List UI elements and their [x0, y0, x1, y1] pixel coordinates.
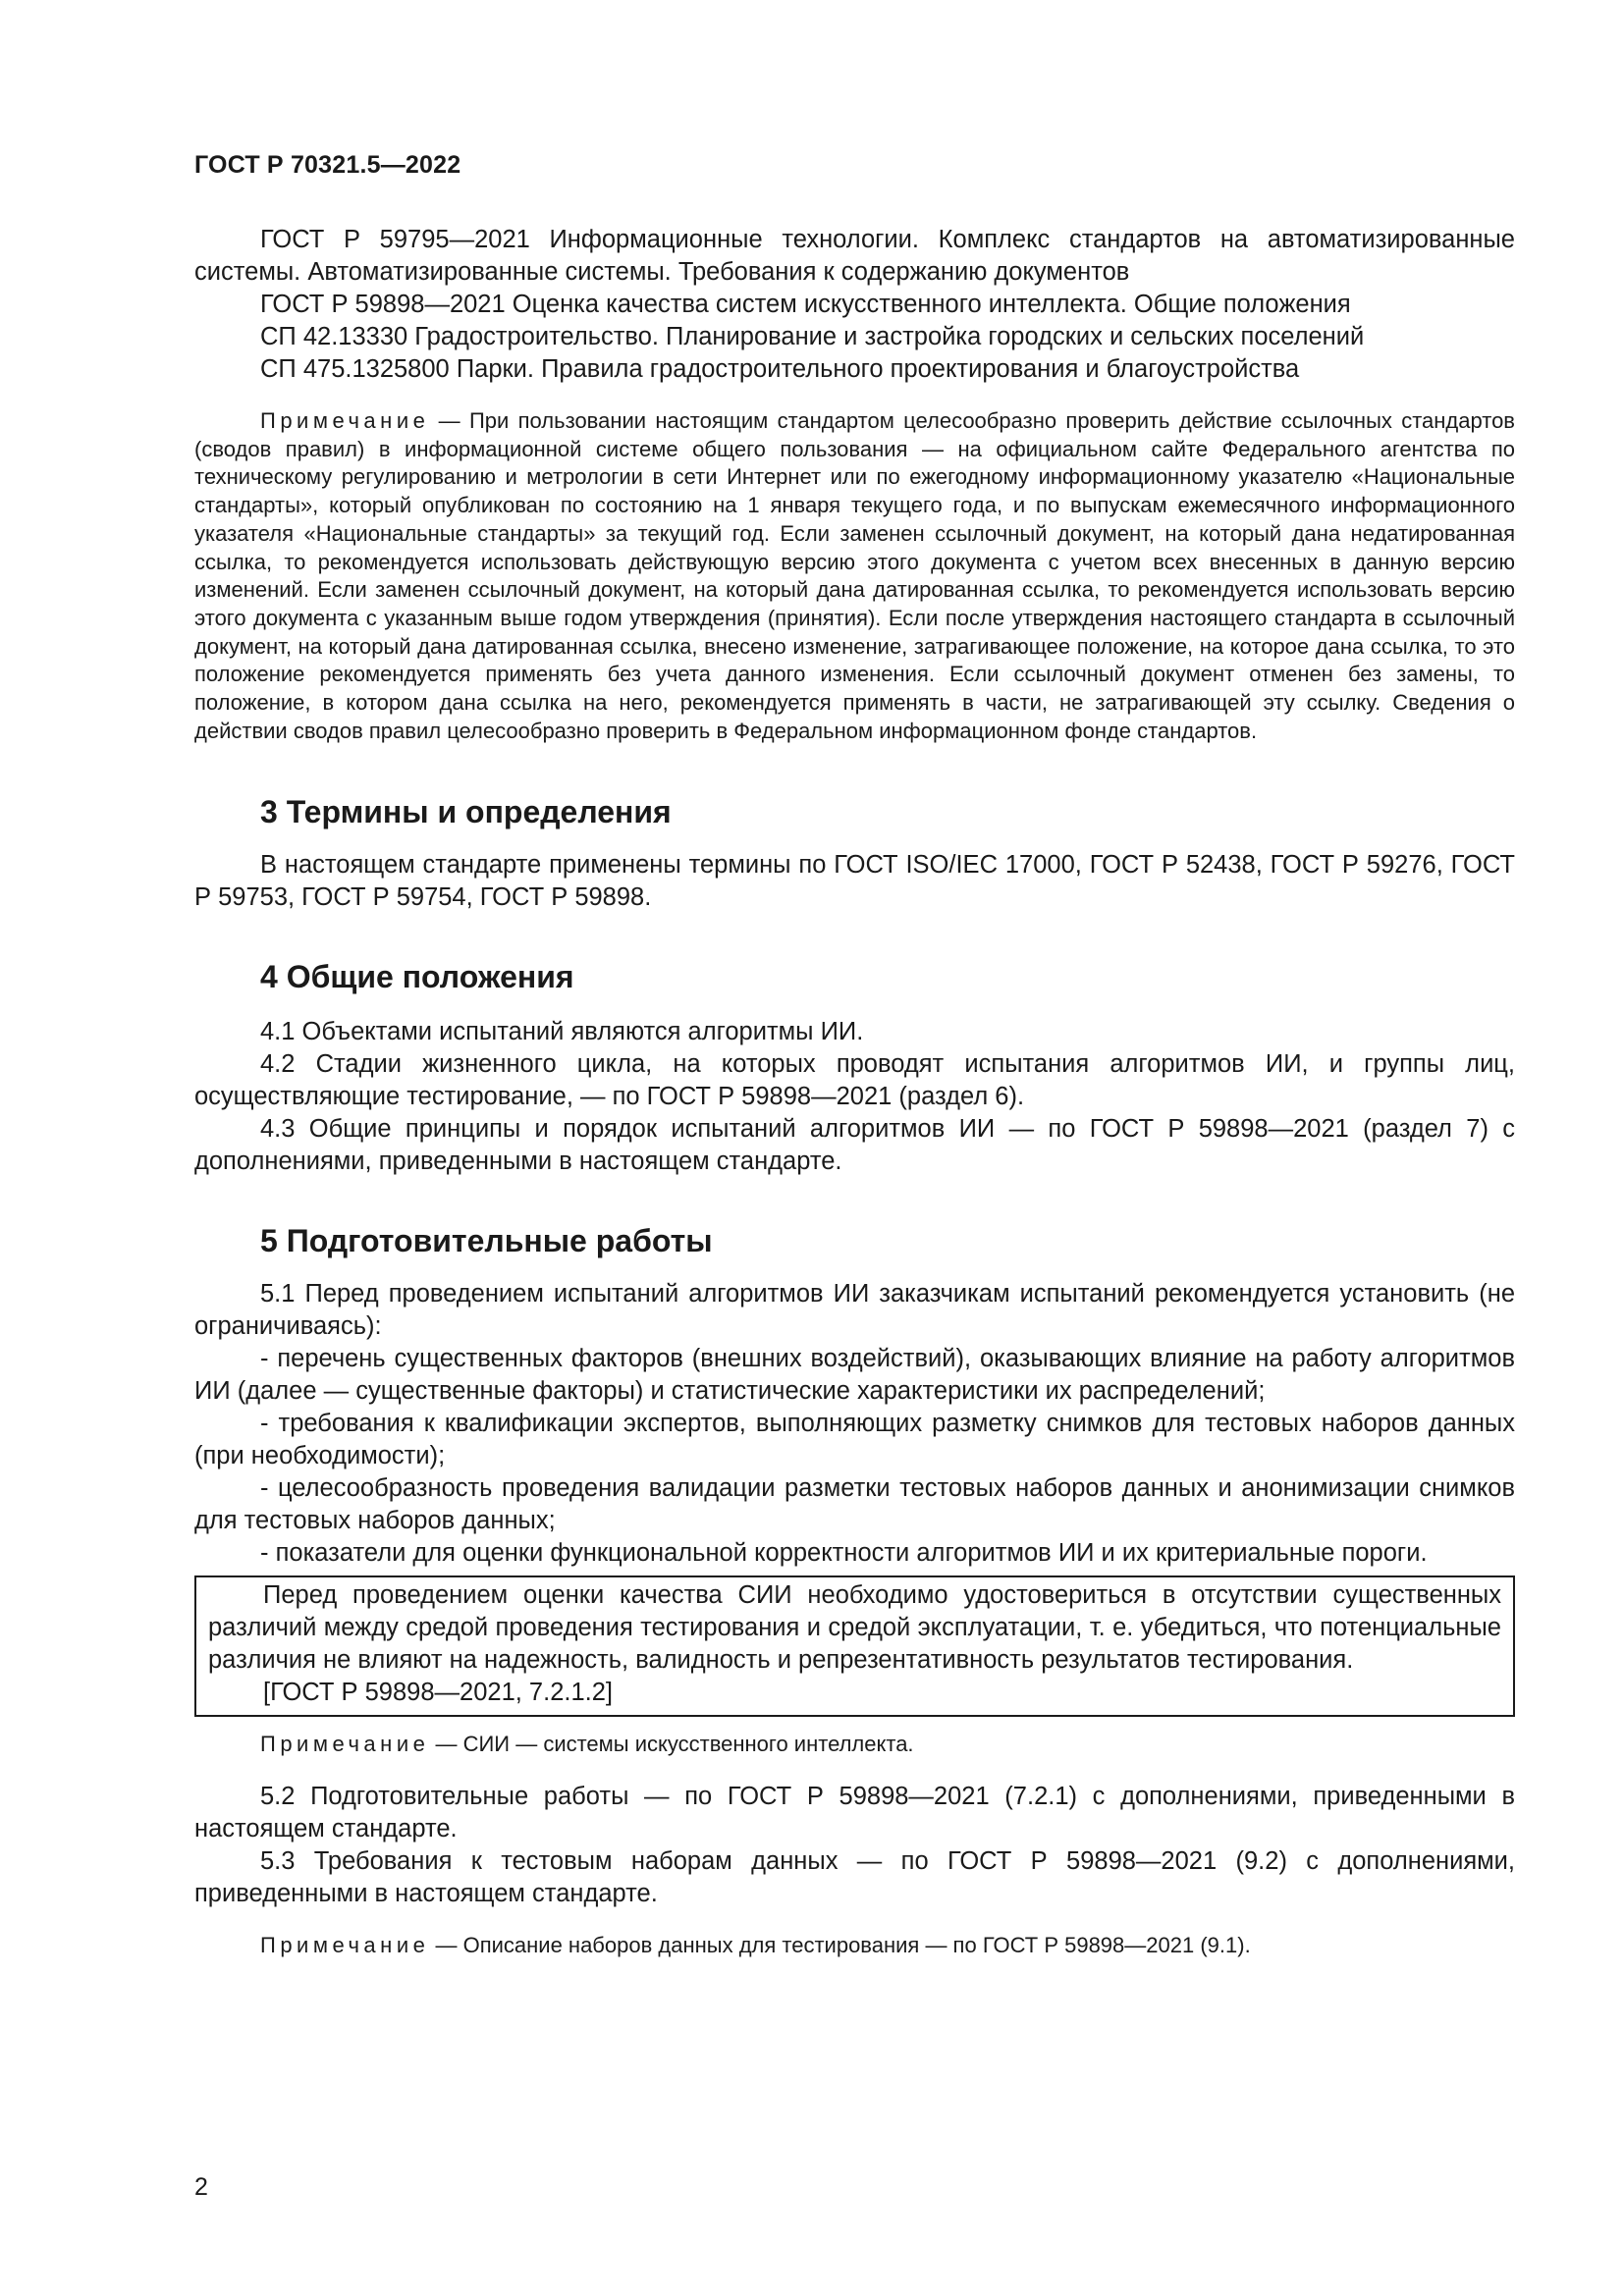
clause-4-2: 4.2 Стадии жизненного цикла, на которых проводят испытания алгоритмов ИИ, и группы лиц, осуществляющие тестирование, — по ГОСТ Р 59898—2021 (раздел 6).	[194, 1050, 1515, 1111]
note-label: Примечание	[260, 408, 430, 433]
note-label: Примечание	[260, 1732, 430, 1757]
note-text: — СИИ — системы искусственного интеллекта.	[435, 1732, 914, 1757]
clause-4-1: 4.1 Объектами испытаний являются алгоритмы ИИ.	[260, 1018, 864, 1046]
note-text: — При пользовании настоящим стандартом целесообразно проверить действие ссылочных стандартов (сводов правил) в информационной системе общего пользования — на официальном сайте Федерального агентства по техническому регулированию и метрологии в сети Интернет или по ежегодному информационному указателю «Национальные стандарты», который опубликован по состоянию на 1 января текущего года, и по выпускам ежемесячного информационного указателя «Национальные стандарты» за текущий год. Если заменен ссылочный документ, на который дана недатированная ссылка, то рекомендуется использовать действующую версию этого документа с учетом всех внесенных в данную версию изменений. Если заменен ссылочный документ, на который дана датированная ссылка, то рекомендуется использовать версию этого документа с указанным выше годом утверждения (принятия). Если после утверждения настоящего стандарта в ссылочный документ, на который дана датированная ссылка, внесено изменение, затрагивающее положение, на которое дана ссылка, то это положение рекомендуется применять без учета данного изменения. Если ссылочный документ отменен без замены, то положение, в котором дана ссылка на него, рекомендуется применять в части, не затрагивающей эту ссылку. Сведения о действии сводов правил целесообразно проверить в Федеральном информационном фонде стандартов.	[194, 408, 1515, 743]
reference-item: ГОСТ Р 59795—2021 Информационные технологии. Комплекс стандартов на автоматизированные системы. Автоматизированные системы. Требования к содержанию документов	[194, 226, 1515, 286]
note-sii	[194, 1731, 1515, 1759]
section-3-title: 3 Термины и определения	[260, 794, 672, 830]
document-header: ГОСТ Р 70321.5—2022	[194, 151, 461, 179]
clause-5-3: 5.3 Требования к тестовым наборам данных — по ГОСТ Р 59898—2021 (9.2) с дополнениями, приведенными в настоящем стандарте.	[194, 1847, 1515, 1908]
section-4-title: 4 Общие положения	[260, 959, 574, 995]
document-body	[194, 224, 1515, 1960]
quoted-requirement-citation: [ГОСТ Р 59898—2021, 7.2.1.2]	[263, 1679, 613, 1707]
list-item: - целесообразность проведения валидации разметки тестовых наборов данных и анонимизации снимков для тестовых наборов данных;	[194, 1474, 1515, 1535]
clause-5-1: 5.1 Перед проведением испытаний алгоритмов ИИ заказчикам испытаний рекомендуется установить (не ограничиваясь):	[194, 1280, 1515, 1341]
clause-5-2: 5.2 Подготовительные работы — по ГОСТ Р 59898—2021 (7.2.1) с дополнениями, приведенными в настоящем стандарте.	[194, 1783, 1515, 1843]
list-item: - требования к квалификации экспертов, выполняющих разметку снимков для тестовых наборов данных (при необходимости);	[194, 1410, 1515, 1470]
clause-4-3: 4.3 Общие принципы и порядок испытаний алгоритмов ИИ — по ГОСТ Р 59898—2021 (раздел 7) с дополнениями, приведенными в настоящем стандарте.	[194, 1115, 1515, 1176]
references-note	[194, 407, 1515, 745]
section-5-title: 5 Подготовительные работы	[260, 1223, 713, 1259]
references-list	[194, 224, 1515, 386]
note-label: Примечание	[260, 1933, 430, 1958]
section-3-text: В настоящем стандарте применены термины по ГОСТ ISO/IEC 17000, ГОСТ Р 52438, ГОСТ Р 59276, ГОСТ Р 59753, ГОСТ Р 59754, ГОСТ Р 59898.	[194, 851, 1515, 912]
list-item: - показатели для оценки функциональной корректности алгоритмов ИИ и их критериальные пороги.	[260, 1539, 1428, 1568]
reference-item: СП 42.13330 Градостроительство. Планирование и застройка городских и сельских поселений	[260, 323, 1365, 350]
note-text: — Описание наборов данных для тестирования — по ГОСТ Р 59898—2021 (9.1).	[435, 1933, 1251, 1958]
quoted-requirement-box	[194, 1575, 1515, 1717]
quoted-requirement-text: Перед проведением оценки качества СИИ необходимо удостовериться в отсутствии существенных различий между средой проведения тестирования и средой эксплуатации, т. е. убедиться, что потенциальные различия не влияют на надежность, валидность и репрезентативность результатов тестирования.	[208, 1581, 1501, 1675]
reference-item: СП 475.1325800 Парки. Правила градостроительного проектирования и благоустройства	[260, 355, 1300, 383]
list-item: - перечень существенных факторов (внешних воздействий), оказывающих влияние на работу алгоритмов ИИ (далее — существенные факторы) и статистические характеристики их распределений;	[194, 1345, 1515, 1406]
page-number: 2	[194, 2173, 208, 2201]
note-datasets	[194, 1932, 1515, 1960]
reference-item: ГОСТ Р 59898—2021 Оценка качества систем искусственного интеллекта. Общие положения	[260, 291, 1351, 318]
